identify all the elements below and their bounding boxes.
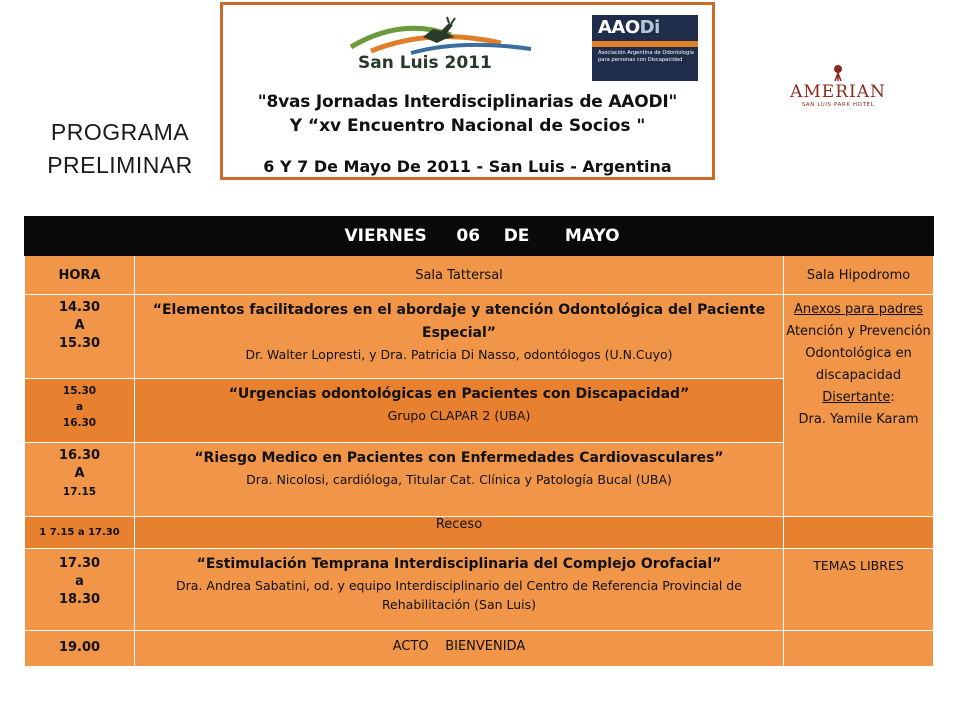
time-end: 15.30 bbox=[58, 336, 101, 351]
session-title: “Urgencias odontológicas en Pacientes con Discapacidad” bbox=[228, 386, 690, 402]
aaodi-logo-text: AAODi bbox=[598, 17, 660, 38]
banner-line-1: "8vas Jornadas Interdisciplinarias de AAODI" bbox=[257, 92, 678, 112]
aaodi-logo-subtitle: Asociación Argentina de Odontología para personas con Discapacidad bbox=[598, 50, 694, 63]
deer-logo-icon bbox=[341, 13, 541, 57]
table-row bbox=[25, 517, 934, 549]
column-header-sala-tattersal: Sala Tattersal bbox=[135, 256, 784, 295]
side-session-description: Atención y Prevención Odontológica en discapacidad bbox=[786, 324, 931, 383]
receso-cell: Receso bbox=[135, 517, 784, 549]
time-separator: A bbox=[74, 318, 85, 333]
session-speaker: Dra. Andrea Sabatini, od. y equipo Interdisciplinario del Centro de Referencia Provincial de Rehabilitación (San Luis) bbox=[176, 578, 742, 612]
time-separator: a bbox=[75, 574, 84, 589]
session-title: “Riesgo Medico en Pacientes con Enfermedades Cardiovasculares” bbox=[194, 450, 724, 466]
session-cell bbox=[135, 549, 784, 631]
program-title-line-2: PRELIMINAR bbox=[47, 152, 193, 178]
aaodi-logo-text-di: Di bbox=[639, 17, 660, 38]
column-header-sala-hipodromo: Sala Hipodromo bbox=[784, 256, 934, 295]
temas-libres-cell: TEMAS LIBRES bbox=[784, 549, 934, 631]
side-session-speaker: Dra. Yamile Karam bbox=[798, 412, 919, 427]
hotel-crown-icon bbox=[830, 64, 846, 82]
time-separator: a bbox=[75, 401, 84, 413]
disertante-label: Disertante bbox=[822, 390, 891, 405]
time-cell bbox=[25, 549, 135, 631]
program-title-line-1: PROGRAMA bbox=[50, 119, 190, 145]
session-cell bbox=[135, 295, 784, 379]
disertante-colon: : bbox=[890, 390, 895, 405]
time-end: 16.30 bbox=[62, 417, 97, 429]
anexos-link[interactable]: Anexos para padres bbox=[794, 302, 924, 317]
aaodi-logo-bar bbox=[592, 41, 698, 47]
schedule-table bbox=[24, 216, 934, 667]
session-speaker: Dr. Walter Lopresti, y Dra. Patricia Di Nasso, odontólogos (U.N.Cuyo) bbox=[245, 347, 673, 362]
banner-line-2: Y “xv Encuentro Nacional de Socios " bbox=[289, 116, 646, 136]
hotel-subtitle: SAN LUIS PARK HOTEL bbox=[801, 102, 875, 108]
time-cell bbox=[25, 517, 135, 549]
day-title: VIERNES 06 DE MAYO bbox=[25, 217, 934, 256]
banner-line-3: 6 Y 7 De Mayo De 2011 - San Luis - Argentina bbox=[263, 157, 672, 176]
time-end: 17.15 bbox=[62, 486, 97, 498]
empty-cell bbox=[784, 517, 934, 549]
time-cell bbox=[25, 443, 135, 517]
time-cell bbox=[25, 379, 135, 443]
column-header-hora: HORA bbox=[25, 256, 135, 295]
time-start: 19.00 bbox=[58, 640, 101, 655]
table-row bbox=[25, 549, 934, 631]
empty-cell bbox=[784, 631, 934, 667]
acto-bienvenida-cell: ACTO BIENVENIDA bbox=[135, 631, 784, 667]
sala-hipodromo-session bbox=[784, 295, 934, 517]
event-banner bbox=[220, 2, 715, 180]
time-cell bbox=[25, 295, 135, 379]
column-header-row bbox=[25, 256, 934, 295]
session-cell bbox=[135, 443, 784, 517]
time-start: 14.30 bbox=[58, 300, 101, 315]
session-speaker: Dra. Nicolosi, cardióloga, Titular Cat. Clínica y Patología Bucal (UBA) bbox=[246, 472, 672, 487]
table-row bbox=[25, 631, 934, 667]
time-end: 18.30 bbox=[58, 592, 101, 607]
time-start: 16.30 bbox=[58, 448, 101, 463]
time-start: 17.30 bbox=[58, 556, 101, 571]
banner-city: San Luis 2011 bbox=[358, 53, 492, 73]
program-title bbox=[40, 116, 200, 182]
session-speaker: Grupo CLAPAR 2 (UBA) bbox=[387, 408, 531, 423]
time-start: 15.30 bbox=[62, 385, 97, 397]
session-cell bbox=[135, 379, 784, 443]
aaodi-logo bbox=[592, 15, 698, 81]
time-range: 1 7.15 a 17.30 bbox=[39, 526, 120, 538]
hotel-logo bbox=[776, 64, 900, 110]
time-cell bbox=[25, 631, 135, 667]
session-title: “Elementos facilitadores en el abordaje y atención Odontológica del Paciente Especial” bbox=[152, 302, 766, 341]
time-separator: A bbox=[74, 466, 85, 481]
session-title: “Estimulación Temprana Interdisciplinaria del Complejo Orofacial” bbox=[196, 556, 722, 572]
day-header-row bbox=[25, 217, 934, 256]
table-row bbox=[25, 295, 934, 379]
hotel-name: AMERIAN bbox=[790, 82, 886, 102]
